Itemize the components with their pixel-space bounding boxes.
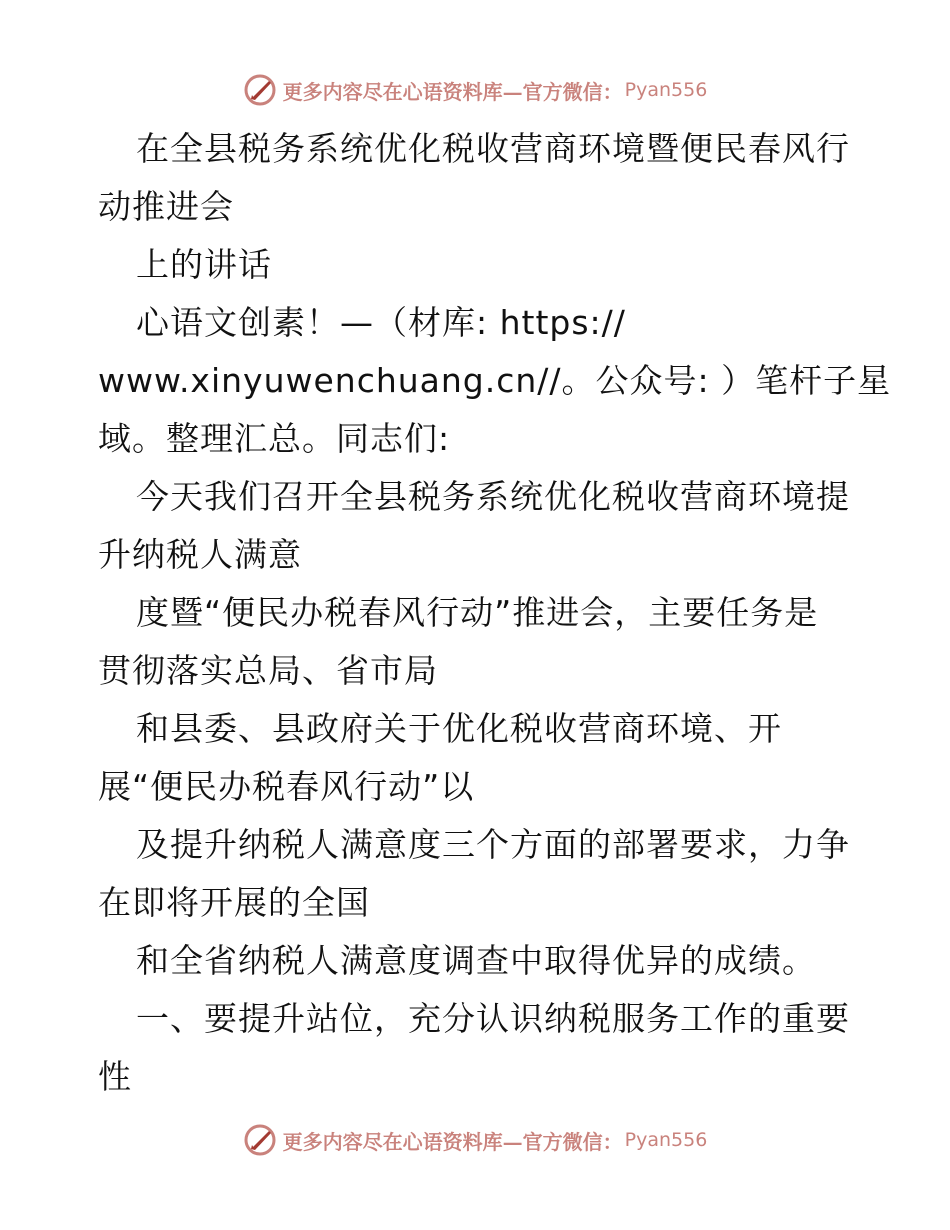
title-line-3: 上的讲话 xyxy=(136,245,272,284)
source-line-2: www.xinyuwenchuang.cn//。公众号: ）笔杆子星 xyxy=(98,361,892,400)
document-body xyxy=(98,120,892,1106)
watermark-text: 更多内容尽在心语资料库—官方微信： xyxy=(282,79,623,104)
title-line-2: 动推进会 xyxy=(98,187,234,226)
paragraph-1-line-6: 展“便民办税春风行动”以 xyxy=(98,767,475,806)
quill-logo-icon xyxy=(243,1123,277,1157)
paragraph-1-line-1: 今天我们召开全县税务系统优化税收营商环境提 xyxy=(136,477,850,516)
paragraph-1-line-3: 度暨“便民办税春风行动”推进会，主要任务是 xyxy=(136,593,819,632)
title-line-1: 在全县税务系统优化税收营商环境暨便民春风行 xyxy=(136,129,850,168)
watermark-wechat-id: Pyan556 xyxy=(624,1129,708,1151)
quill-logo-icon xyxy=(243,73,277,107)
header-watermark xyxy=(0,70,950,110)
section-heading-line-2: 性 xyxy=(98,1057,132,1096)
watermark-text: 更多内容尽在心语资料库—官方微信： xyxy=(282,1129,623,1154)
paragraph-1-line-7: 及提升纳税人满意度三个方面的部署要求，力争 xyxy=(136,825,850,864)
section-heading-line-1: 一、要提升站位，充分认识纳税服务工作的重要 xyxy=(136,999,850,1038)
source-line-3: 域。整理汇总。同志们: xyxy=(98,419,451,458)
paragraph-1-line-8: 在即将开展的全国 xyxy=(98,883,370,922)
paragraph-1-line-5: 和县委、县政府关于优化税收营商环境、开 xyxy=(136,709,782,748)
watermark-wechat-id: Pyan556 xyxy=(624,79,708,101)
paragraph-1-line-9: 和全省纳税人满意度调查中取得优异的成绩。 xyxy=(136,941,816,980)
source-line-1: 心语文创素！—（材库: https:// xyxy=(136,303,626,342)
footer-watermark xyxy=(0,1120,950,1160)
paragraph-1-line-4: 贯彻落实总局、省市局 xyxy=(98,651,438,690)
paragraph-1-line-2: 升纳税人满意 xyxy=(98,535,302,574)
